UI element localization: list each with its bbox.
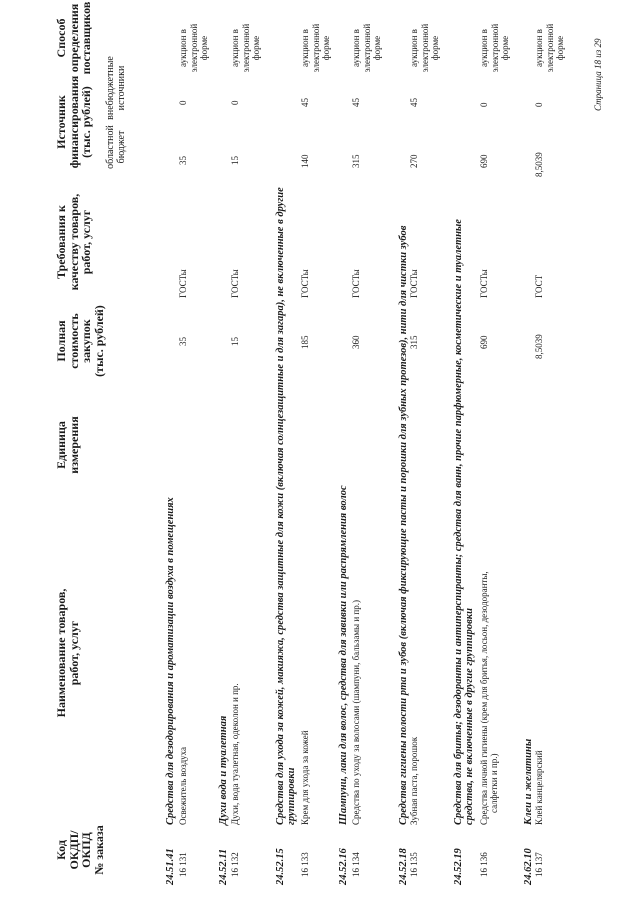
item-name-line: Средства личной гигиены (крем для бритья, лосьон, дезодоранты, <box>479 571 489 825</box>
quality-requirement: ГОСТы <box>409 269 419 298</box>
regional-budget: 8,5039 <box>534 152 544 177</box>
group-title-line: группировки <box>286 767 297 825</box>
header-cost <box>55 297 105 385</box>
order-number: 16 134 <box>351 852 361 877</box>
extra-budget: 45 <box>300 98 310 107</box>
header-cost-line: Полная <box>54 320 68 362</box>
order-number: 16 133 <box>300 852 310 877</box>
extra-budget: 45 <box>351 98 361 107</box>
order-number: 16 132 <box>230 852 240 877</box>
header-unit-line: измерения <box>66 416 81 474</box>
extra-budget: 45 <box>409 98 419 107</box>
item-name: Зубная паста, порошок <box>409 736 419 825</box>
header-regional-budget <box>105 117 127 177</box>
method-line: электронной <box>361 23 372 73</box>
method-line: электронной <box>489 23 500 73</box>
header-req-line: качеству товаров, <box>66 193 81 291</box>
item-name: Духи, вода туалетная, одеколон и пр. <box>230 683 240 825</box>
method-line: аукцион в <box>479 29 489 67</box>
header-req-line: работ, услуг <box>79 209 93 275</box>
procurement-method <box>409 13 441 83</box>
total-cost: 35 <box>178 337 188 346</box>
order-number: 16 136 <box>479 852 489 877</box>
group-code: 24.62.10 <box>523 848 534 885</box>
extra-budget: 0 <box>230 100 240 105</box>
header-source <box>55 67 93 177</box>
method-line: форме <box>251 35 261 61</box>
method-line: электронной <box>310 23 321 73</box>
header-extra-line: внебюджетные <box>105 56 116 120</box>
item-name-line: салфетки и пр.) <box>489 753 499 813</box>
item-name: Клей канцелярский <box>534 750 544 825</box>
regional-budget: 15 <box>230 156 240 165</box>
total-cost: 8,5039 <box>534 334 544 359</box>
method-line: аукцион в <box>409 29 419 67</box>
quality-requirement: ГОСТы <box>351 269 361 298</box>
header-cost-line: стоимость <box>66 313 81 369</box>
header-source-line: финансирования <box>66 75 81 169</box>
header-method-line: Способ <box>54 18 68 58</box>
group-title-line: Средства для бритья; дезодоранты и антиперспиранты; средства для ванн, прочие парфюмерные, косметические и туалетные <box>453 219 464 825</box>
procurement-method <box>351 13 383 83</box>
group-title: Клеи и желатины <box>523 738 534 825</box>
header-unit <box>55 405 80 485</box>
header-regional-line: областной <box>105 125 116 169</box>
header-name <box>55 553 80 753</box>
group-code: 24.52.19 <box>453 848 464 885</box>
header-name-line: Наименование товаров, <box>54 588 68 718</box>
method-line: форме <box>555 35 565 61</box>
method-line: аукцион в <box>534 29 544 67</box>
group-title: Духи вода и туалетная <box>218 715 229 825</box>
item-name: Средства по уходу за волосами (шампуни, бальзамы и пр.) <box>351 600 361 825</box>
header-regional-line: бюджет <box>116 130 127 164</box>
rotated-sheet <box>15 1 630 893</box>
regional-budget: 315 <box>351 154 361 168</box>
header-code-line: № заказа <box>91 825 106 875</box>
order-number: 16 135 <box>409 852 419 877</box>
header-code-line: ОКПД <box>79 832 93 868</box>
method-line: аукцион в <box>300 29 310 67</box>
quality-requirement: ГОСТы <box>300 269 310 298</box>
header-method <box>55 0 93 78</box>
procurement-method <box>300 13 332 83</box>
method-line: электронной <box>544 23 555 73</box>
method-line: форме <box>500 35 510 61</box>
total-cost: 185 <box>300 335 310 349</box>
total-cost: 690 <box>479 335 489 349</box>
quality-requirement: ГОСТы <box>479 269 489 298</box>
procurement-method <box>479 13 511 83</box>
header-extra-line: источники <box>116 65 127 111</box>
group-code: 24.52.15 <box>275 848 286 885</box>
header-cost-line: (тыс. рублей) <box>91 305 106 377</box>
method-line: электронной <box>419 23 430 73</box>
extra-budget: 0 <box>178 100 188 105</box>
quality-requirement: ГОСТы <box>230 269 240 298</box>
group-code: 24.52.18 <box>398 848 409 885</box>
order-number: 16 131 <box>178 852 188 877</box>
method-line: форме <box>199 35 209 61</box>
regional-budget: 35 <box>178 156 188 165</box>
method-line: форме <box>430 35 440 61</box>
group-title-line: средства, не включенные в другие группировки <box>464 608 475 825</box>
regional-budget: 140 <box>300 154 310 168</box>
group-code: 24.52.11 <box>218 848 229 885</box>
header-source-line: Источник <box>54 95 68 149</box>
group-title: Средства для дезодорирования и ароматизации воздуха в помещениях <box>165 497 176 825</box>
group-title <box>453 219 475 825</box>
regional-budget: 270 <box>409 154 419 168</box>
procurement-method <box>178 13 210 83</box>
header-requirements <box>55 187 93 297</box>
method-line: аукцион в <box>351 29 361 67</box>
method-line: форме <box>372 35 382 61</box>
header-unit-line: Единица <box>54 421 68 469</box>
header-source-line: (тыс. рублей) <box>79 86 93 158</box>
total-cost: 360 <box>351 335 361 349</box>
page-number: Страница 18 из 29 <box>593 38 603 111</box>
method-line: аукцион в <box>230 29 240 67</box>
group-title: Шампуни, лаки для волос, средства для завивки или распрямления волос <box>338 485 349 825</box>
quality-requirement: ГОСТ <box>534 274 544 298</box>
method-line: аукцион в <box>178 29 188 67</box>
group-title-line: Средства для ухода за кожей, макияжа, средства защитные для кожи (включая солнцезащитные и для загара), не включенные в другие <box>275 187 286 825</box>
header-code <box>55 815 105 885</box>
header-req-line: Требования к <box>54 205 68 279</box>
procurement-method <box>230 13 262 83</box>
header-extra-budget <box>105 53 127 123</box>
extra-budget: 0 <box>534 102 544 107</box>
group-title: Средства гигиены полости рта и зубов (включая фиксирующие пасты и порошки для зубных протезов), нити для чистки зубов <box>398 225 409 825</box>
quality-requirement: ГОСТы <box>178 269 188 298</box>
header-code-line: Код <box>54 840 68 860</box>
method-line: электронной <box>188 23 199 73</box>
extra-budget: 0 <box>479 102 489 107</box>
group-title <box>275 187 297 825</box>
item-name: Освежитель воздуха <box>178 746 188 825</box>
header-code-line: ОКДП/ <box>66 830 81 870</box>
group-code: 24.51.41 <box>165 848 176 885</box>
order-number: 16 137 <box>534 852 544 877</box>
item-name: Крем для ухода за кожей <box>300 730 310 825</box>
method-line: форме <box>321 35 331 61</box>
header-name-line: работ, услуг <box>66 620 81 686</box>
item-name <box>479 571 499 825</box>
header-method-line: поставщиков <box>79 1 93 75</box>
total-cost: 15 <box>230 337 240 346</box>
regional-budget: 690 <box>479 154 489 168</box>
total-cost: 315 <box>409 335 419 349</box>
group-code: 24.52.16 <box>338 848 349 885</box>
method-line: электронной <box>240 23 251 73</box>
procurement-method <box>534 13 566 83</box>
header-cost-line: закупок <box>79 319 93 363</box>
header-method-line: определения <box>66 3 81 73</box>
